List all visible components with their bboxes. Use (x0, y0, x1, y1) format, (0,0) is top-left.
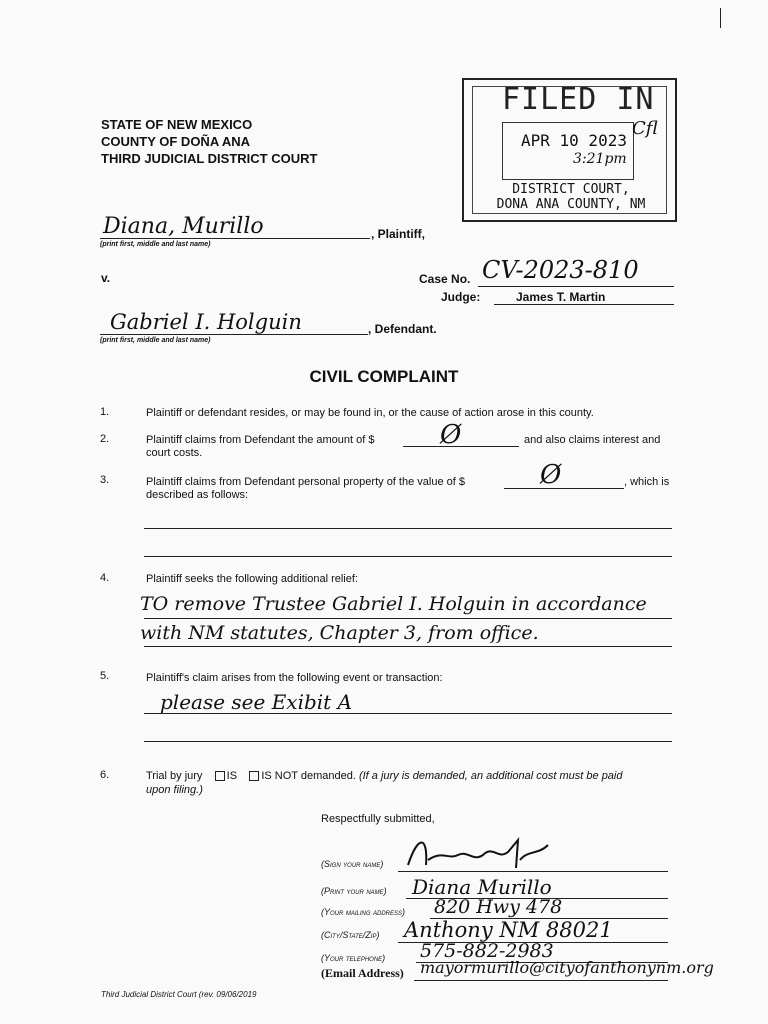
print-value: Diana Murillo (412, 875, 552, 899)
event-text: please see Exibit A (160, 690, 353, 714)
item-6-number: 6. (100, 769, 110, 781)
item-3-text-cont: , which is (624, 476, 670, 488)
mail-value: 820 Hwy 478 (434, 896, 563, 918)
email-value: mayormurillo@cityofanthonynm.org (420, 958, 714, 977)
plaintiff-hint: (print first, middle and last name) (100, 241, 211, 248)
item-3-number: 3. (100, 474, 110, 486)
versus: v. (101, 271, 111, 285)
city-label: (City/State/Zip) (321, 930, 380, 940)
filed-stamp (462, 78, 677, 222)
court-heading (101, 116, 317, 167)
event-line-1 (144, 713, 672, 714)
jury-is-not-label: IS NOT demanded. (261, 770, 356, 782)
item-4-number: 4. (100, 572, 110, 584)
item-2-text: Plaintiff claims from Defendant the amount of $ (146, 434, 375, 446)
jury-is-not-checkbox[interactable] (249, 771, 259, 781)
court-county: COUNTY OF DOÑA ANA (101, 134, 251, 149)
judge-line (494, 304, 674, 305)
property-description-line-1 (144, 528, 672, 529)
jury-note-cont: upon filing.) (146, 784, 203, 796)
stamp-date: APR 10 2023 (521, 131, 627, 150)
item-5-text: Plaintiff's claim arises from the following event or transaction: (146, 672, 443, 684)
defendant-line (100, 334, 368, 335)
mail-label: (Your mailing address) (321, 907, 406, 917)
item-5-number: 5. (100, 670, 110, 682)
city-value: Anthony NM 88021 (404, 918, 613, 942)
sign-label: (Sign your name) (321, 859, 384, 869)
defendant-name: Gabriel I. Holguin (110, 310, 302, 334)
judge-label: Judge: (441, 290, 481, 304)
sign-line (398, 871, 668, 872)
case-number: CV-2023-810 (482, 256, 639, 284)
event-line-2 (144, 741, 672, 742)
defendant-hint: (print first, middle and last name) (100, 337, 211, 344)
item-1-number: 1. (100, 406, 110, 418)
corner-mark (720, 8, 721, 28)
document-title: CIVIL COMPLAINT (309, 367, 459, 386)
signature-image (398, 830, 558, 875)
defendant-label: , Defendant. (368, 322, 437, 336)
jury-note: (If a jury is demanded, an additional cost must be paid (358, 770, 623, 782)
relief-line-2 (144, 646, 672, 647)
jury-is-label: IS (226, 770, 238, 782)
item-4-text: Plaintiff seeks the following additional relief: (146, 573, 358, 585)
court-state: STATE OF NEW MEXICO (101, 117, 253, 132)
relief-line-2-text: with NM statutes, Chapter 3, from office. (140, 622, 539, 644)
property-value: Ø (540, 460, 562, 490)
relief-line-1 (144, 618, 672, 619)
item-2-text-line2: court costs. (146, 447, 203, 459)
telephone-label: (Your telephone) (321, 953, 386, 963)
stamp-court-line2: DONA ANA COUNTY, NM (496, 197, 646, 212)
stamp-court (486, 182, 656, 212)
plaintiff-name: Diana, Murillo (103, 214, 264, 239)
stamp-date-box (502, 122, 634, 180)
item-1-text: Plaintiff or defendant resides, or may be found in, or the cause of action arose in this county. (146, 407, 594, 419)
stamp-filed-text: FILED IN (502, 82, 655, 117)
plaintiff-line (100, 238, 370, 239)
jury-label: Trial by jury (146, 770, 203, 782)
stamp-time: 3:21pm (573, 151, 627, 167)
item-6-row (146, 770, 686, 783)
jury-is-checkbox[interactable] (215, 771, 225, 781)
case-number-label: Case No. (419, 272, 471, 286)
property-description-line-2 (144, 556, 672, 557)
email-line (414, 980, 668, 981)
telephone-value: 575-882-2983 (420, 940, 554, 962)
relief-line-1-text: TO remove Trustee Gabriel I. Holguin in accordance (140, 593, 647, 615)
item-2-text-cont: and also claims interest and (524, 434, 661, 446)
item-2-number: 2. (100, 433, 110, 445)
judge-name: James T. Martin (516, 290, 606, 304)
case-number-line (478, 286, 674, 287)
plaintiff-label: , Plaintiff, (371, 227, 425, 241)
amount-value: Ø (440, 420, 462, 450)
print-label: (Print your name) (321, 886, 387, 896)
court-district: THIRD JUDICIAL DISTRICT COURT (101, 151, 318, 166)
item-3-text: Plaintiff claims from Defendant personal property of the value of $ (146, 476, 465, 488)
email-label: (Email Address) (321, 966, 404, 980)
respectfully-submitted: Respectfully submitted, (321, 813, 435, 825)
item-3-text-line2: described as follows: (146, 489, 249, 501)
footer-revision: Third Judicial District Court (rev. 09/06/2019 (101, 990, 257, 999)
stamp-initials: Cfl (632, 118, 658, 139)
stamp-court-line1: DISTRICT COURT, (512, 182, 630, 197)
